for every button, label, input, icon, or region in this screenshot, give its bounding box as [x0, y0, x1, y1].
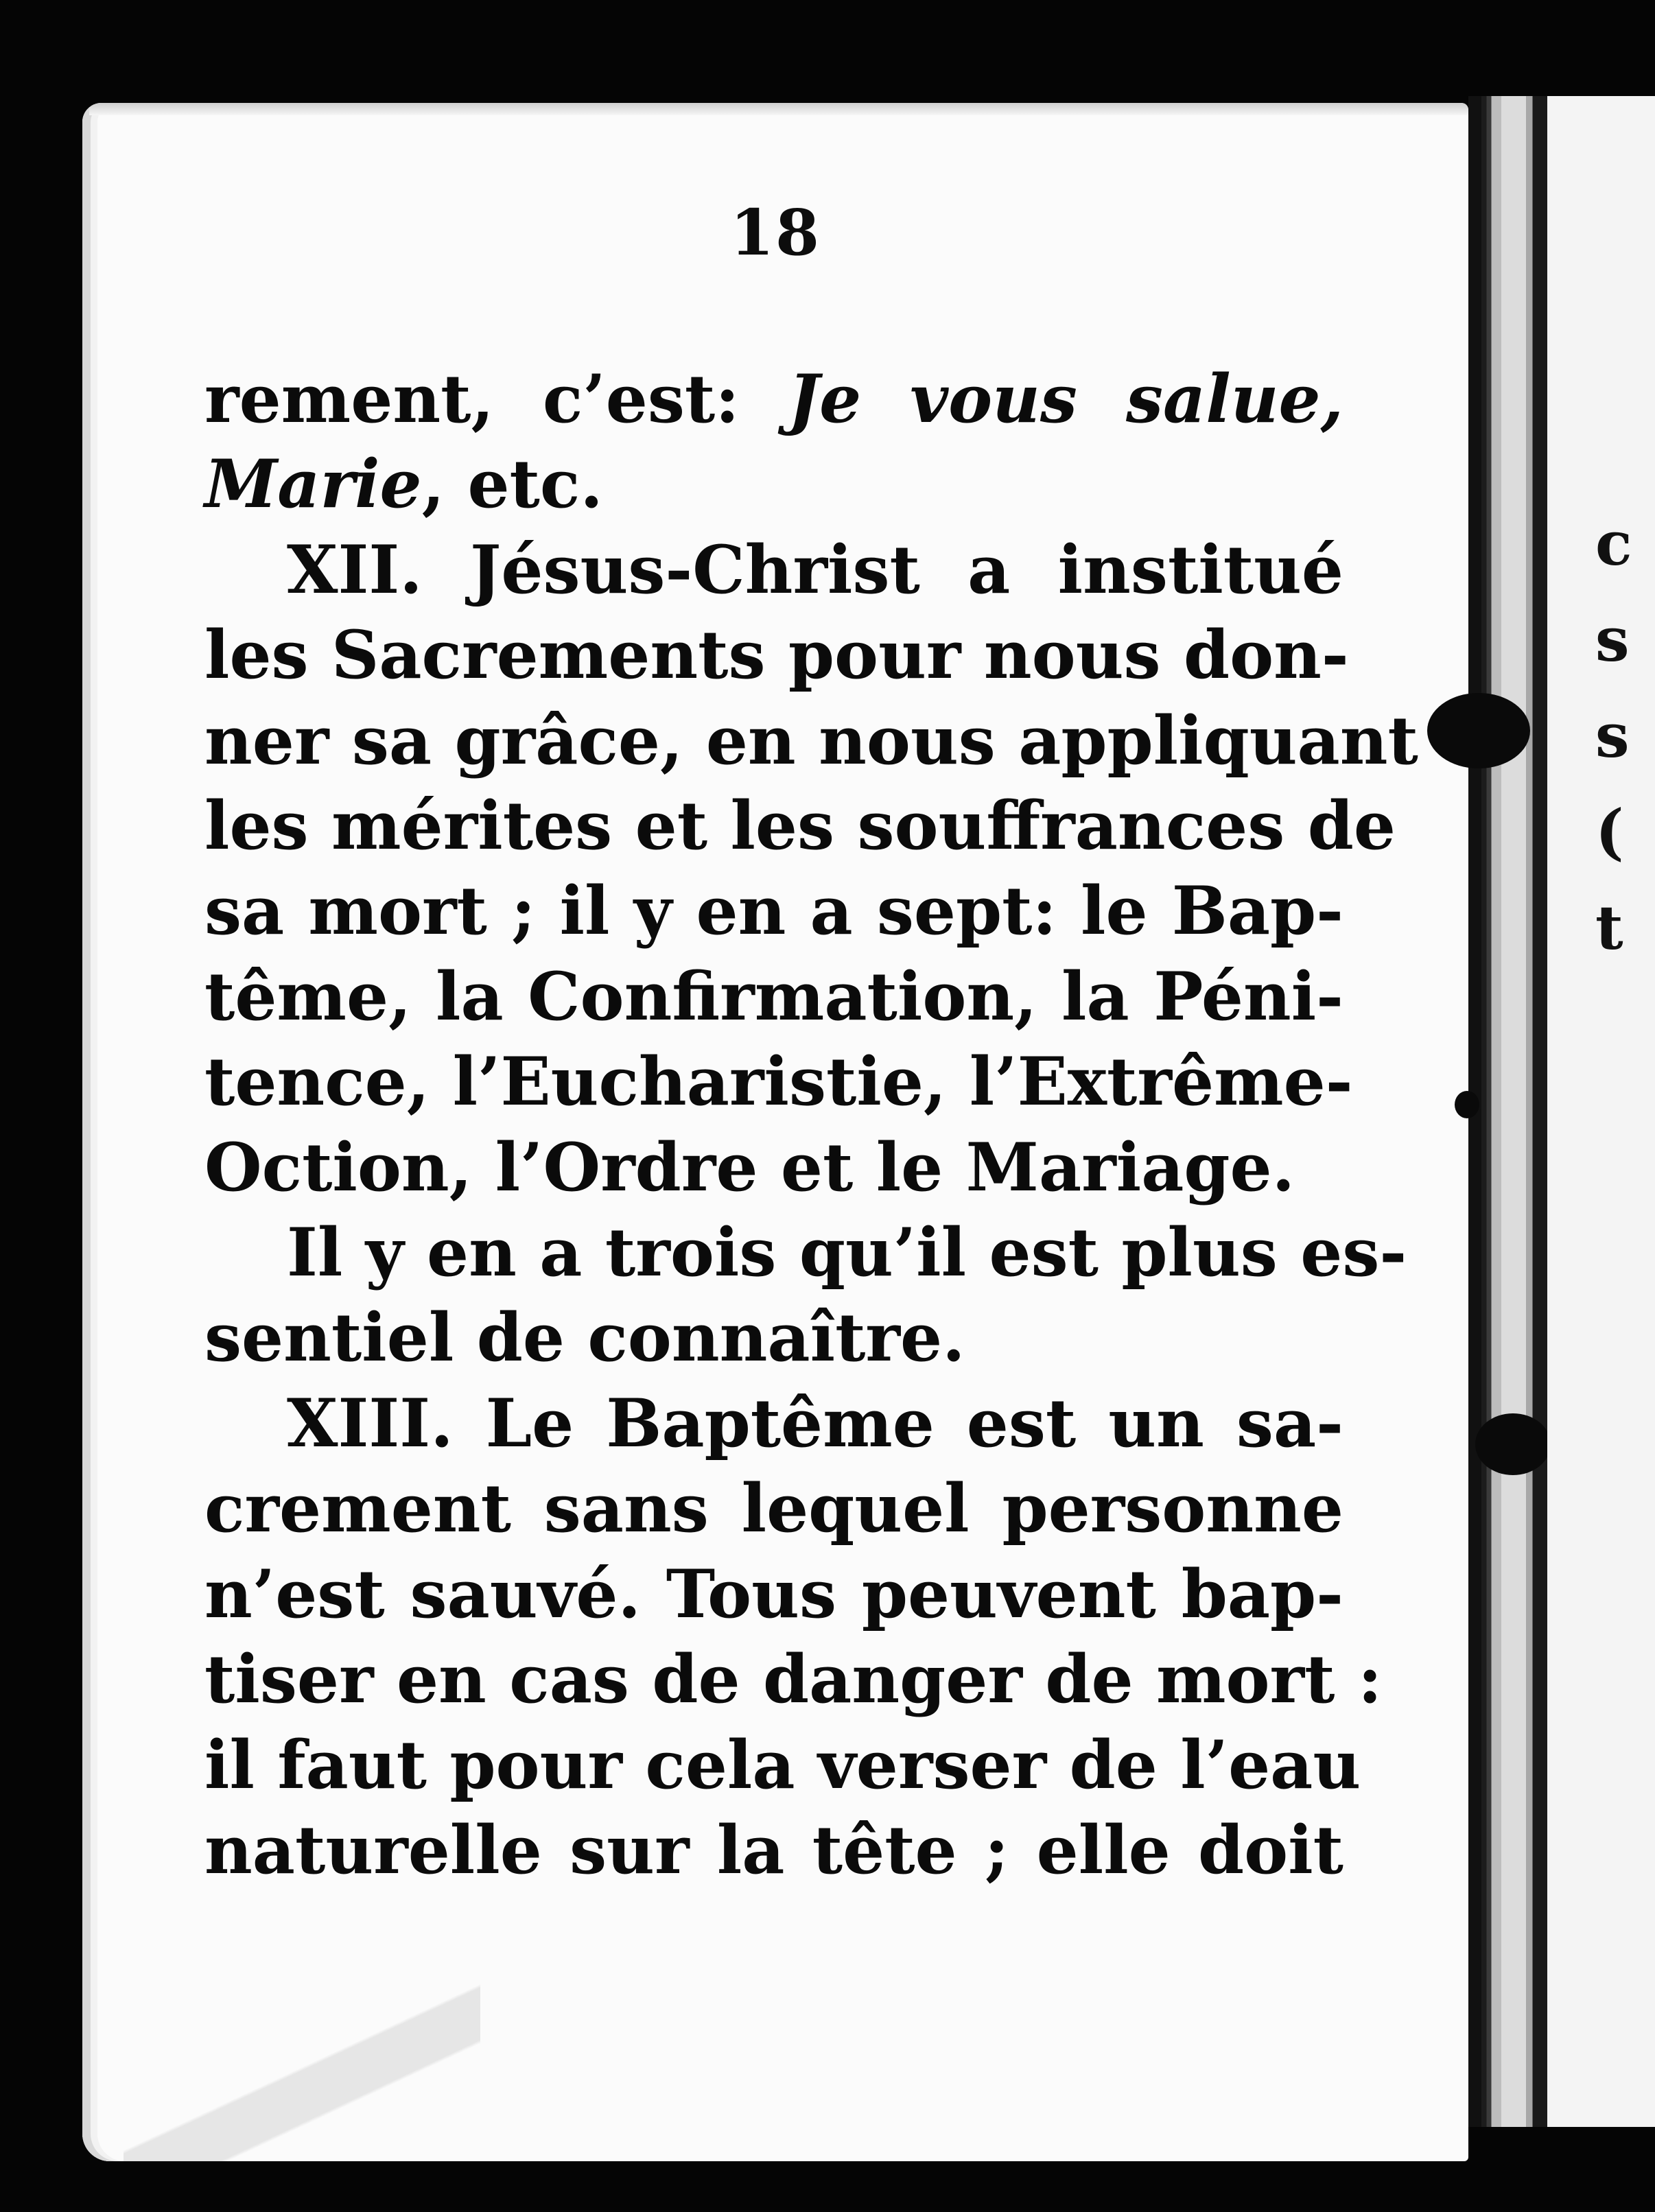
- text-run: sa mort ; il y en a sept: le Bap-: [204, 872, 1343, 950]
- binding-hole-top: [1427, 693, 1530, 768]
- text-line: [204, 1295, 1343, 1380]
- text-run: il faut pour cela verser de l’eau: [204, 1726, 1361, 1804]
- text-run: crement sans lequel personne: [204, 1470, 1343, 1548]
- text-run: tême, la Confirmation, la Péni-: [204, 957, 1343, 1035]
- text-line: [204, 1210, 1407, 1295]
- text-line: [204, 954, 1343, 1039]
- body-text: [204, 357, 1418, 1893]
- text-run: XII. Jésus-Christ a institué: [287, 530, 1343, 609]
- text-run: naturelle sur la tête ; elle doit: [204, 1811, 1343, 1889]
- text-line: [204, 613, 1349, 698]
- facing-page-fragment: (: [1595, 796, 1624, 867]
- text-run: les Sacrements pour nous don-: [204, 616, 1349, 694]
- text-line: [204, 698, 1418, 784]
- book-gutter: [1468, 96, 1551, 2127]
- text-run: Marie: [204, 445, 422, 523]
- text-line: [204, 1125, 1343, 1210]
- text-run: , etc.: [421, 445, 603, 523]
- text-line: [204, 1466, 1343, 1551]
- facing-page-edge: [1547, 96, 1655, 2127]
- text-line: [204, 869, 1343, 954]
- text-run: tiser en cas de danger de mort :: [204, 1640, 1383, 1719]
- text-line: [204, 357, 1343, 442]
- text-run: XIII. Le Baptême est un sa-: [287, 1384, 1343, 1462]
- binding-hole-bottom: [1475, 1413, 1551, 1475]
- text-run: n’est sauvé. Tous peuvent bap-: [204, 1555, 1343, 1633]
- text-line: [204, 1637, 1383, 1722]
- facing-page-fragment: c: [1595, 508, 1632, 579]
- text-run: tence, l’Eucharistie, l’Extrême-: [204, 1043, 1353, 1121]
- text-run: les mérites et les souffrances de: [204, 787, 1396, 865]
- book-page: [82, 103, 1468, 2161]
- text-line: [204, 1723, 1361, 1808]
- text-run: Je vous salue,: [788, 360, 1344, 438]
- text-run: Il y en a trois qu’il est plus es-: [287, 1214, 1407, 1292]
- text-line: [204, 442, 1343, 527]
- binding-mark: [1455, 1091, 1479, 1118]
- text-run: rement, c’est:: [204, 360, 788, 438]
- text-line: [204, 528, 1343, 613]
- text-line: [204, 1381, 1343, 1466]
- text-line: [204, 1808, 1343, 1893]
- text-line: [204, 1552, 1343, 1637]
- facing-page-fragment: s: [1595, 700, 1630, 771]
- facing-page-fragment: s: [1595, 604, 1630, 675]
- facing-page-fragment: t: [1595, 892, 1623, 963]
- text-line: [204, 784, 1396, 869]
- text-run: sentiel de connaître.: [204, 1299, 965, 1377]
- page-number: 18: [729, 196, 821, 270]
- text-run: ner sa grâce, en nous appliquant: [204, 701, 1418, 779]
- text-run: Oction, l’Ordre et le Mariage.: [204, 1128, 1295, 1206]
- text-line: [204, 1039, 1353, 1125]
